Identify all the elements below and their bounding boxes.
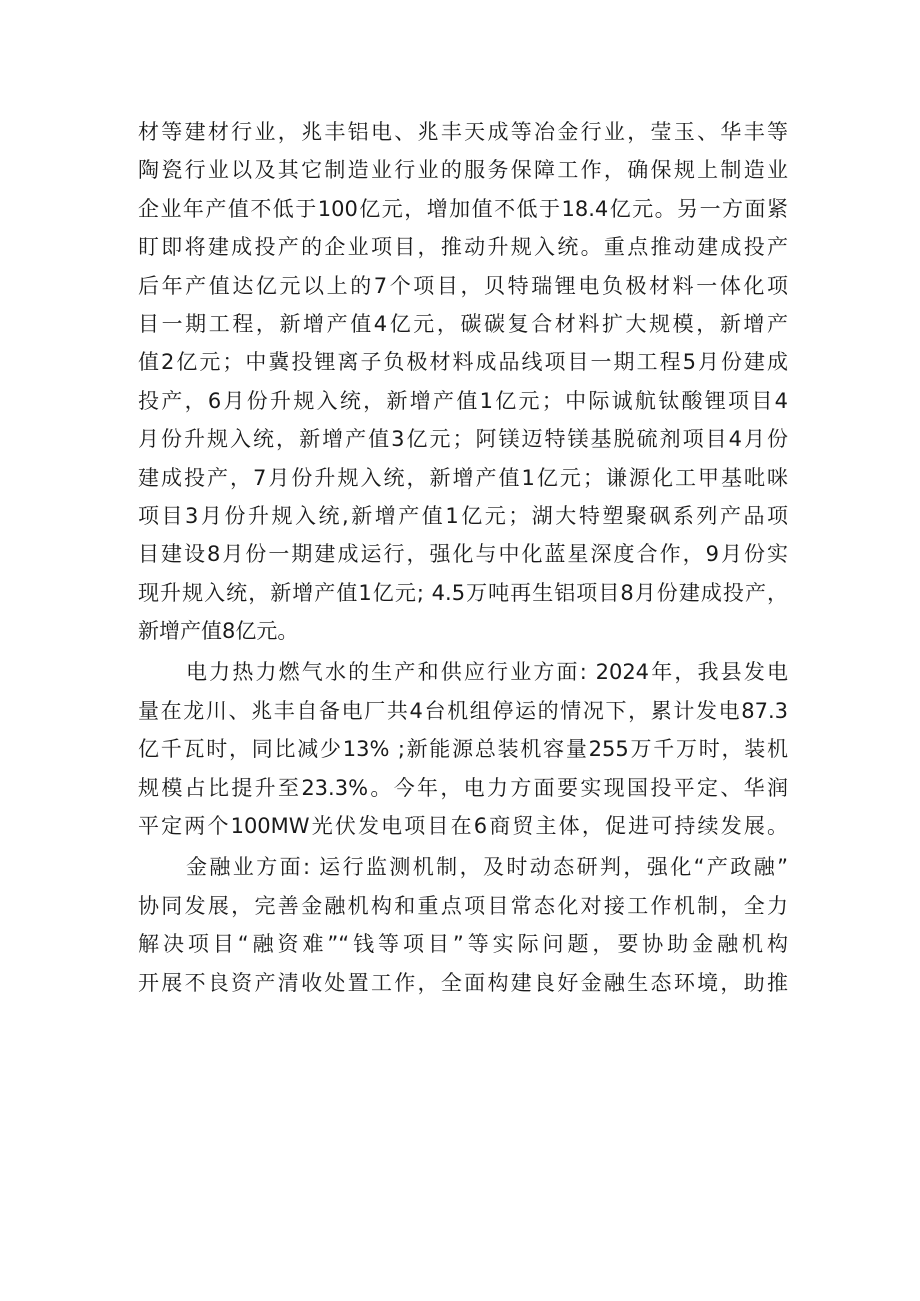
text-line: 开展不良资产清收处置工作，全面构建良好金融生态环境，助推 bbox=[138, 970, 788, 995]
text-line: 新增产值8亿元。 bbox=[138, 619, 299, 644]
text-line: 目一期工程，新增产值4亿元，碳碳复合材料扩大规模，新增产 bbox=[138, 311, 788, 336]
text-line: 投产，6月份升规入统，新增产值1亿元；中际诚航钛酸锂项目4 bbox=[138, 388, 788, 413]
text-line: 平定两个100MW光伏发电项目在6商贸主体，促进可持续发展。 bbox=[138, 814, 788, 839]
document-body bbox=[138, 113, 788, 1002]
text-line: 亿千瓦时，同比减少13% ;新能源总装机容量255万千万时，装机 bbox=[138, 737, 788, 762]
text-line: 电力热力燃气水的生产和供应行业方面: 2024年，我县发电 bbox=[186, 660, 788, 685]
paragraph-power-utilities bbox=[138, 653, 788, 845]
text-line: 后年产值达亿元以上的7个项目，贝特瑞锂电负极材料一体化项 bbox=[138, 273, 788, 298]
paragraph-finance bbox=[138, 848, 788, 1002]
text-line: 盯即将建成投产的企业项目，推动升规入统。重点推动建成投产 bbox=[138, 235, 788, 260]
text-line: 陶瓷行业以及其它制造业行业的服务保障工作，确保规上制造业 bbox=[138, 158, 788, 183]
text-line: 值2亿元；中冀投锂离子负极材料成品线项目一期工程5月份建成 bbox=[138, 350, 788, 375]
paragraph-manufacturing bbox=[138, 113, 788, 650]
text-line: 建成投产，7月份升规入统，新增产值1亿元；谦源化工甲基吡咪 bbox=[138, 465, 788, 490]
text-line: 月份升规入统，新增产值3亿元；阿镁迈特镁基脱硫剂项目4月份 bbox=[138, 427, 788, 452]
text-line: 项目3月份升规入统,新增产值1亿元；湖大特塑聚砜系列产品项 bbox=[138, 503, 788, 528]
text-line: 企业年产值不低于100亿元，增加值不低于18.4亿元。另一方面紧 bbox=[138, 196, 788, 221]
text-line: 材等建材行业，兆丰铝电、兆丰天成等冶金行业，莹玉、华丰等 bbox=[138, 120, 788, 144]
text-line: 协同发展，完善金融机构和重点项目常态化对接工作机制，全力 bbox=[138, 893, 788, 918]
text-line: 规模占比提升至23.3%。今年，电力方面要实现国投平定、华润 bbox=[138, 775, 788, 800]
text-line: 目建设8月份一期建成运行，强化与中化蓝星深度合作，9月份实 bbox=[138, 542, 788, 567]
text-line: 量在龙川、兆丰自备电厂共4台机组停运的情况下，累计发电87.3 bbox=[138, 698, 788, 723]
text-line: 解决项目“融资难”“钱等项目”等实际问题，要协助金融机构 bbox=[138, 932, 788, 957]
text-line: 金融业方面: 运行监测机制，及时动态研判，强化“产政融” bbox=[186, 855, 788, 880]
text-line: 现升规入统，新增产值1亿元; 4.5万吨再生铝项目8月份建成投产， bbox=[138, 580, 788, 605]
